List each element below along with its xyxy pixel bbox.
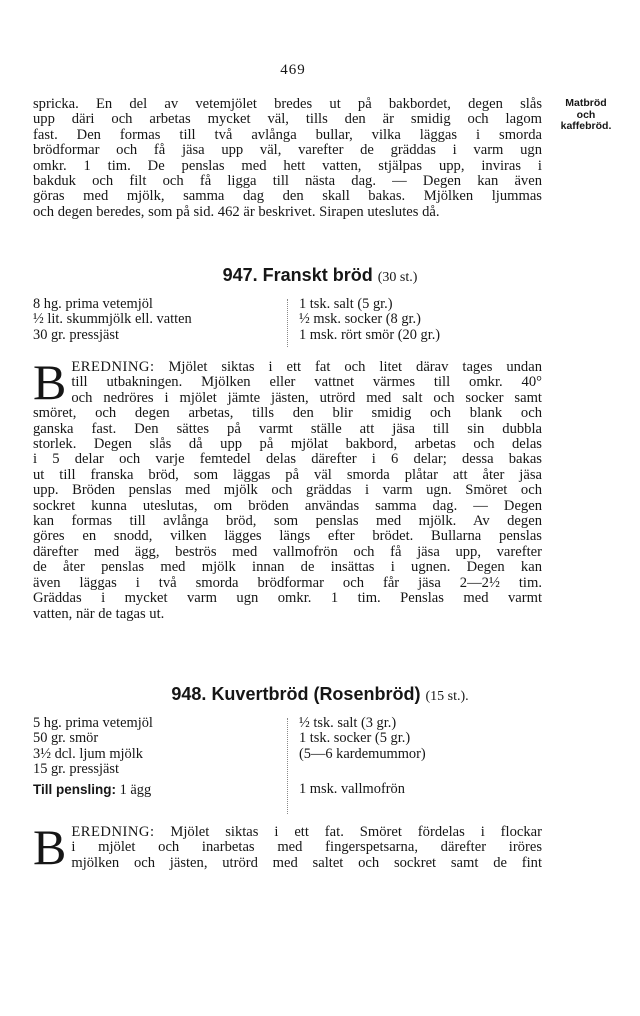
drop-cap: B — [33, 354, 67, 410]
recipe-947-title — [0, 265, 640, 286]
text-line: och nedröres i mjölet jämte jästen, utrörd med salt och socker samt — [71, 389, 542, 406]
text-line: brödformar och få jäsa upp väl, varefter de gräddas i varm ugn — [33, 142, 542, 159]
ingredient-item — [299, 762, 539, 777]
ingredient-item: 8 hg. prima vetemjöl — [33, 296, 153, 312]
ingredient-item: 5 hg. prima vetemjöl — [33, 715, 153, 731]
intro-paragraph — [33, 97, 542, 220]
text-line: upp däri och arbetas mycket väl, tills den är smidig och lagom — [33, 111, 542, 128]
ingredient-item: (5—6 kardemummor) — [299, 745, 426, 762]
margin-note-line: Matbröd — [565, 97, 607, 109]
ingredient-item: 3½ dcl. ljum mjölk — [33, 745, 143, 762]
text-line: omkr. 1 tim. De penslas med hett vatten, stjälpas upp, inviras i — [33, 157, 542, 174]
ingredient-column-left — [33, 297, 283, 343]
text-line: spricka. En del av vetemjölet bredes ut på bakbordet, degen slås — [33, 96, 542, 112]
ingredient-column-left — [33, 716, 283, 798]
ingredient-item: ½ lit. skummjölk ell. vatten — [33, 311, 192, 328]
ingredient-item: ½ tsk. salt (3 gr.) — [299, 715, 397, 731]
text-line: upp. Bröden penslas med mjölk och gräddas i varm ugn. Smöret och — [33, 482, 542, 499]
ingredient-item: 1 tsk. salt (5 gr.) — [299, 296, 393, 312]
garnish-value: 1 ägg — [119, 781, 152, 798]
text-line: mjölken och jästen, utrörd med saltet och sockret samt de fint — [71, 854, 542, 871]
text-line: göres en snodd, vilken lägges längs efter brödet. Bullarna penslas — [33, 528, 542, 545]
text-line: även läggas i två smorda brödformar och får jäsa 2—2½ tim. — [33, 574, 542, 591]
margin-note — [546, 98, 626, 133]
text-line: i mjölet och inarbetas med fingerspetsarna, därefter iröres — [71, 839, 542, 856]
garnish-label: Till pensling: — [33, 781, 117, 797]
text-line: ut till franska bröd, som läggas på väl smorda plåtar att åter jäsa — [33, 466, 542, 483]
text-line: sockret kunna uteslutas, om bröden användas samma dag. — Degen — [33, 497, 542, 514]
recipe-947-method — [33, 354, 542, 622]
text-line: till utbakningen. Mjölken eller vattnet värmes till omkr. 40° — [71, 374, 542, 391]
recipe-name: Kuvertbröd (Rosenbröd) — [211, 684, 421, 704]
drop-cap: B — [33, 819, 67, 875]
ingredient-item: 15 gr. pressjäst — [33, 761, 119, 778]
column-divider — [287, 299, 288, 347]
text-line: de åter penslas med mjölk innan de insättas i ugnen. Degen kan — [33, 559, 542, 576]
text-line: Gräddas i mycket varm ugn omkr. 1 tim. Penslas med varmt — [33, 590, 542, 607]
text-line: fast. Den formas till två avlånga bullar, vilka läggas i smorda — [33, 126, 542, 143]
ingredient-item: 1 msk. rört smör (20 gr.) — [299, 326, 441, 343]
text-line: vatten, när de tagas ut. — [33, 605, 165, 622]
text-line: ganska fast. Den sättes på varmt ställe att jäsa till sin dubbla — [33, 420, 542, 437]
ingredient-column-right — [299, 716, 539, 797]
page-number: 469 — [280, 62, 306, 78]
recipe-name: Franskt bröd — [262, 265, 373, 285]
ingredient-item: 1 tsk. socker (5 gr.) — [299, 730, 411, 747]
text-fragment: Mjölet siktas i ett fat. Smöret fördelas i flockar — [170, 824, 542, 840]
recipe-948-title — [0, 684, 640, 705]
method-heading: EREDNING: — [71, 824, 155, 840]
method-heading: EREDNING: — [71, 359, 155, 375]
garnish-item: 1 msk. vallmofrön — [299, 780, 405, 797]
text-line: smöret, och degen arbetas, tills den blir smidig och blank och — [33, 405, 542, 422]
recipe-number: 948. — [171, 684, 207, 704]
recipe-portion: (15 st.). — [425, 689, 469, 704]
recipe-947-ingredients — [33, 297, 542, 345]
garnish-item — [33, 782, 283, 798]
ingredient-column-right — [299, 297, 539, 343]
text-line — [33, 825, 542, 840]
ingredient-item: 50 gr. smör — [33, 730, 99, 747]
text-line — [33, 360, 542, 375]
recipe-948-ingredients — [33, 716, 542, 812]
text-line: göras med mjölk, samma dag den skall bakas. Mjölken ljummas — [33, 188, 542, 205]
text-line: kan formas till avlånga bröd, som penslas med mjölk. Av degen — [33, 513, 542, 530]
recipe-948-method — [33, 819, 542, 875]
recipe-portion: (30 st.) — [377, 270, 418, 285]
text-line: bakduk och filt och få ligga till nästa dag. — Degen kan även — [33, 173, 542, 190]
text-line: därefter med ägg, beströs med vallmofrön och få jäsa upp, varefter — [33, 543, 542, 560]
ingredient-item: ½ msk. socker (8 gr.) — [299, 311, 421, 328]
text-line: storlek. Degen slås då upp på mjölat bakbord, arbetas och delas — [33, 436, 542, 453]
recipe-number: 947. — [222, 265, 258, 285]
margin-note-line: och — [576, 108, 596, 121]
column-divider — [287, 718, 288, 814]
ingredient-item: 30 gr. pressjäst — [33, 326, 119, 343]
text-fragment: Mjölet siktas i ett fat och litet därav tages undan — [168, 359, 542, 375]
text-line: och degen beredes, som på sid. 462 är beskrivet. Sirapen uteslutes då. — [33, 203, 440, 220]
margin-note-line: kaffebröd. — [560, 120, 612, 132]
text-line: i 5 delar och varje femtedel delas därefter i 6 delar; dessa bakas — [33, 451, 542, 468]
